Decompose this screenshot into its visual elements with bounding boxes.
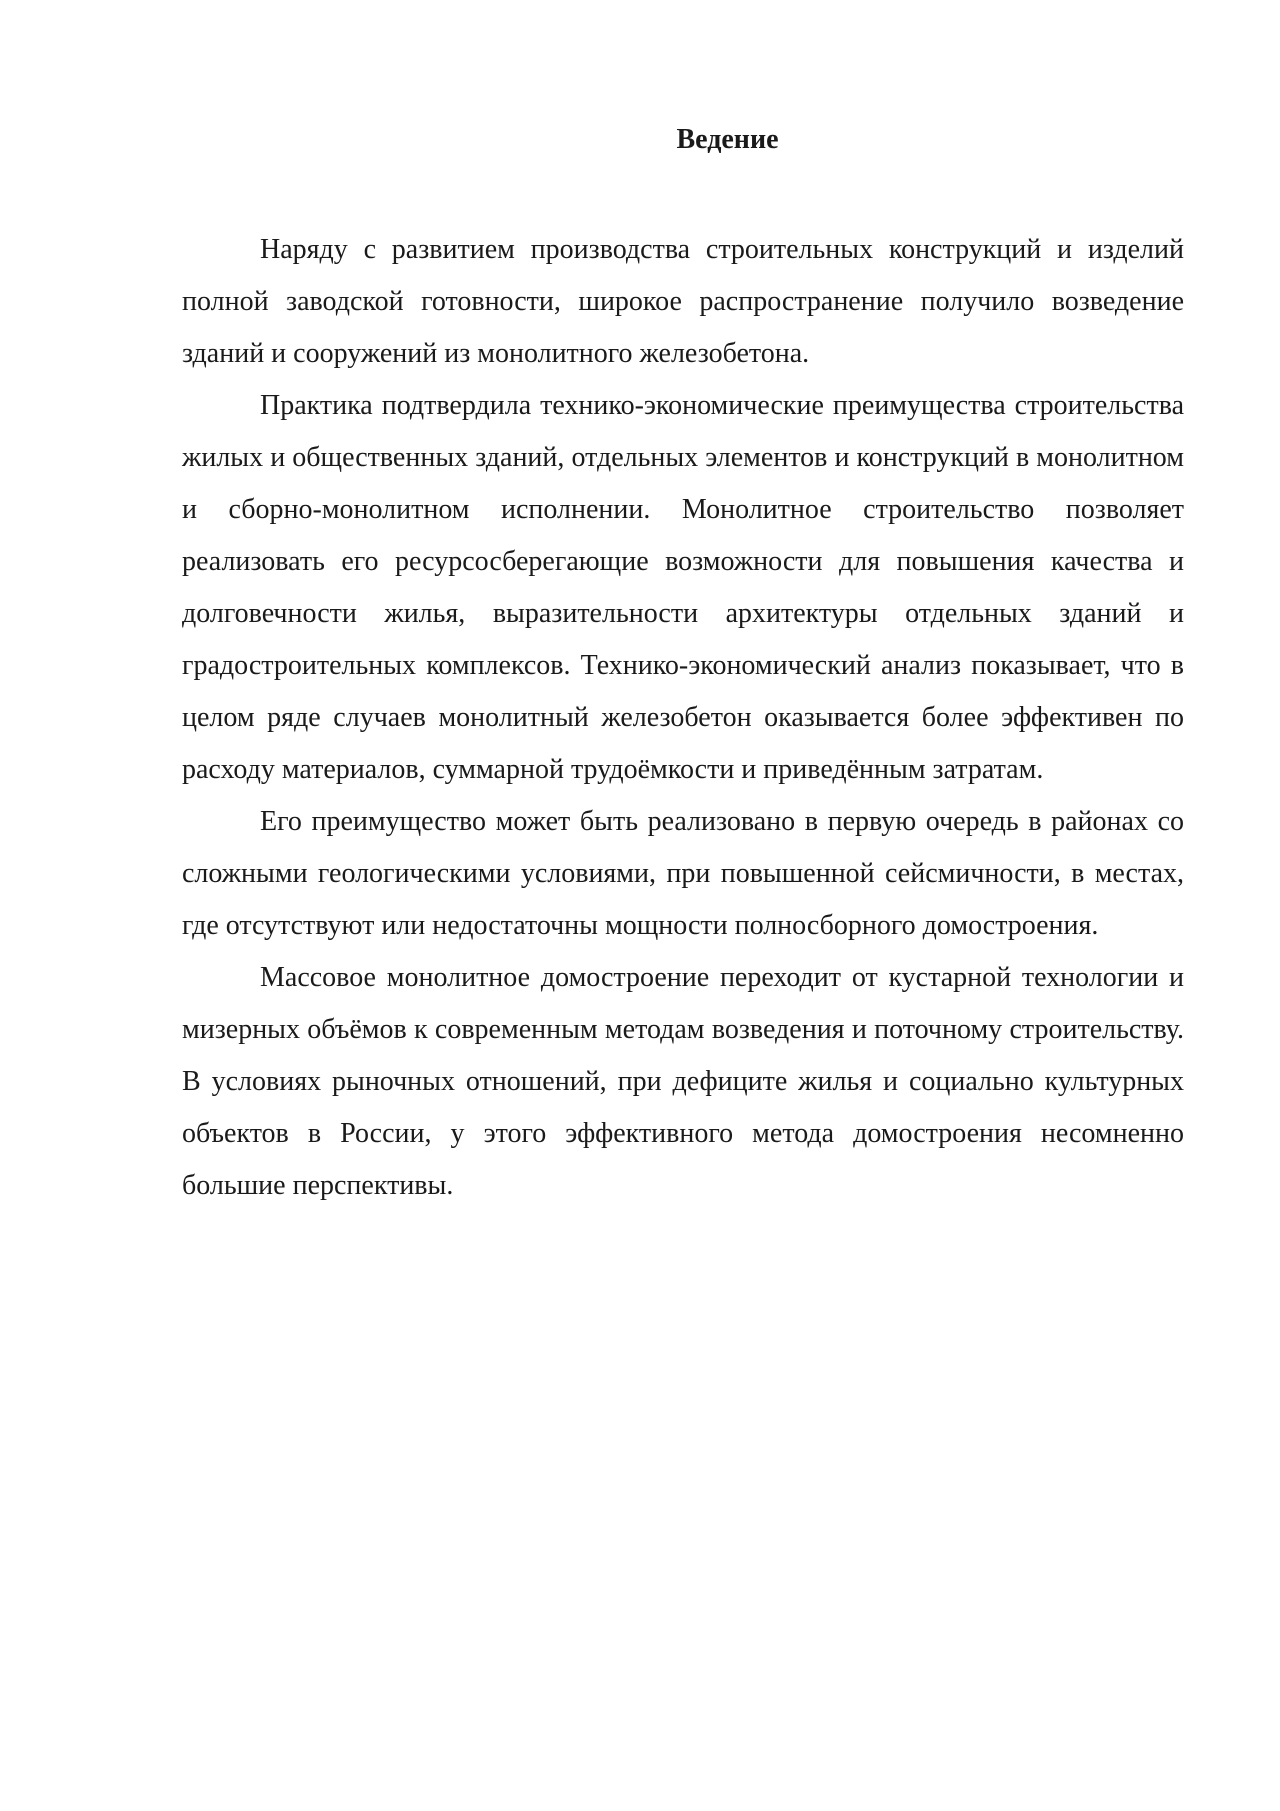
paragraph-2: Практика подтвердила технико-экономические преимущества строительства жилых и общественных зданий, отдельных элементов и конструкций в монолитном и сборно-монолитном исполнении. Монолитное строительство позволяет реализовать его ресурсосберегающие возможности для повышения качества и долговечности жилья, выразительности архитектуры отдельных зданий и градостроительных комплексов. Технико-экономический анализ показывает, что в целом ряде случаев монолитный железобетон оказывается более эффективен по расходу материалов, суммарной трудоёмкости и приведённым затратам.: [182, 390, 1184, 785]
paragraph-3: Его преимущество может быть реализовано в первую очередь в районах со сложными геологическими условиями, при повышенной сейсмичности, в местах, где отсутствуют или недостаточны мощности полносборного домостроения.: [182, 806, 1184, 941]
paragraph-4: Массовое монолитное домостроение переходит от кустарной технологии и мизерных объёмов к современным методам возведения и поточному строительству. В условиях рыночных отношений, при дефиците жилья и социально культурных объектов в России, у этого эффективного метода домостроения несомненно большие перспективы.: [182, 962, 1184, 1201]
document-body: [182, 224, 1184, 1212]
paragraph-1: Наряду с развитием производства строительных конструкций и изделий полной заводской готовности, широкое распространение получило возведение зданий и сооружений из монолитного железобетона.: [182, 234, 1184, 369]
page-title: Ведение: [676, 124, 779, 155]
